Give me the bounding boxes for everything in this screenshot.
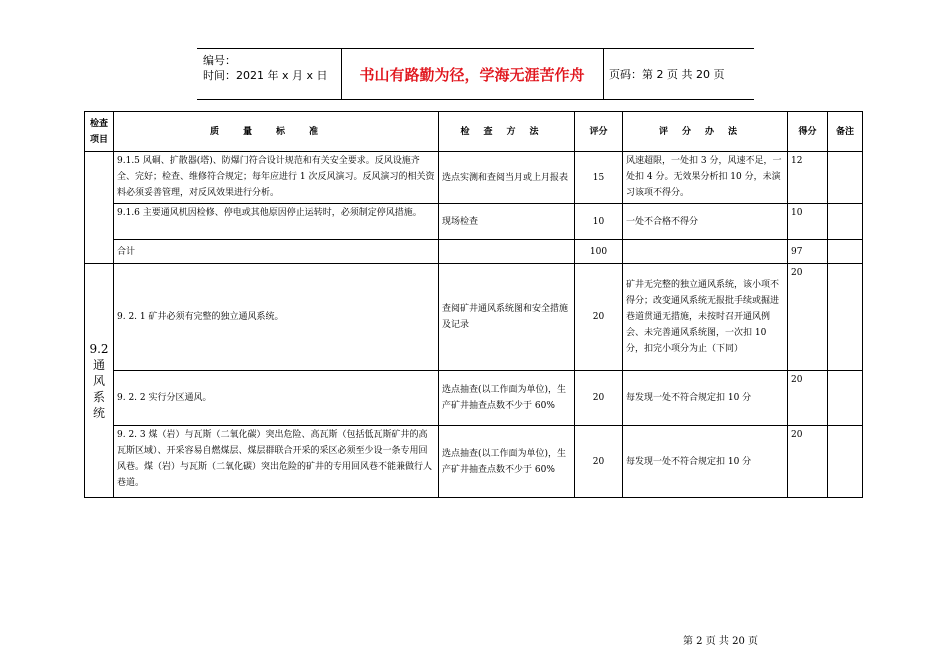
scoring-method-cell: 每发现一处不符合规定扣 10 分	[623, 371, 788, 426]
method-cell: 查阅矿井通风系统图和安全措施及记录	[439, 264, 575, 371]
header-standard: 质量标准	[114, 112, 439, 152]
standard-cell: 9. 2. 1 矿井必须有完整的独立通风系统。	[114, 264, 439, 371]
got-cell: 97	[788, 240, 828, 264]
page-label: 页码：第 2 页 共 20 页	[609, 68, 725, 81]
note-cell	[828, 371, 863, 426]
page-footer: 第 2 页 共 20 页	[683, 636, 758, 647]
table-row	[85, 371, 863, 426]
header-note: 备注	[828, 112, 863, 152]
scoring-method-cell	[623, 240, 788, 264]
standard-cell: 9.1.6 主要通风机因检修、停电或其他原因停止运转时，必须制定停风措施。	[114, 204, 439, 240]
scoring-method-cell: 矿井无完整的独立通风系统，该小项不得分；改变通风系统无报批手续或掘进巷道贯通无措施，未按时召开通风例会、未完善通风系统图，一次扣 10 分，扣完小项分为止（下同）	[623, 264, 788, 371]
header-meta	[203, 53, 328, 83]
table-row	[85, 426, 863, 498]
header-scoring-method: 评分办法	[623, 112, 788, 152]
header-method: 检查方法	[439, 112, 575, 152]
method-cell: 选点抽查(以工作面为单位)，生产矿井抽查点数不少于 60%	[439, 426, 575, 498]
total-label: 合计	[114, 240, 439, 264]
score-cell: 15	[575, 152, 623, 204]
standard-cell: 9. 2. 2 实行分区通风。	[114, 371, 439, 426]
motto: 书山有路勤为径，学海无涯苦作舟	[359, 65, 585, 84]
inspection-table	[84, 111, 863, 498]
number-label: 编号：	[203, 54, 236, 67]
category-ventilation-system: 9.2 通 风 系 统	[85, 264, 114, 498]
score-cell: 20	[575, 371, 623, 426]
table-row	[85, 152, 863, 204]
method-cell: 选点实测和查阅当月或上月报表	[439, 152, 575, 204]
scoring-method-cell: 一处不合格不得分	[623, 204, 788, 240]
scoring-method-cell: 风速超限，一处扣 3 分，风速不足，一处扣 4 分。无效果分析扣 10 分，未演习该项不得分。	[623, 152, 788, 204]
score-cell: 20	[575, 426, 623, 498]
table-row	[85, 264, 863, 371]
got-cell: 20	[788, 371, 828, 426]
table-header-row	[85, 112, 863, 152]
got-cell: 20	[788, 426, 828, 498]
got-cell: 20	[788, 264, 828, 371]
method-cell	[439, 240, 575, 264]
header-got: 得分	[788, 112, 828, 152]
note-cell	[828, 426, 863, 498]
method-cell: 现场检查	[439, 204, 575, 240]
method-cell: 选点抽查(以工作面为单位)，生产矿井抽查点数不少于 60%	[439, 371, 575, 426]
got-cell: 12	[788, 152, 828, 204]
header-score: 评分	[575, 112, 623, 152]
category-cell	[85, 152, 114, 264]
got-cell: 10	[788, 204, 828, 240]
header-divider	[603, 49, 604, 99]
score-cell: 100	[575, 240, 623, 264]
score-cell: 20	[575, 264, 623, 371]
table-row	[85, 204, 863, 240]
standard-cell: 9. 2. 3 煤（岩）与瓦斯（二氧化碳）突出危险、高瓦斯（包括低瓦斯矿井的高瓦斯区域）、开采容易自燃煤层、煤层群联合开采的采区必须至少设一条专用回风巷。煤（岩）与瓦斯（二氧化碳）突出危险的矿井的专用回风巷不能兼做行人巷道。	[114, 426, 439, 498]
note-cell	[828, 204, 863, 240]
note-cell	[828, 264, 863, 371]
standard-cell: 9.1.5 风硐、扩散器(塔)、防爆门符合设计规范和有关安全要求。反风设施齐全、完好；检查、维修符合规定；每年应进行 1 次反风演习。反风演习的相关资料必须妥善管理，对反风效果进行分析。	[114, 152, 439, 204]
note-cell	[828, 240, 863, 264]
total-row	[85, 240, 863, 264]
score-cell: 10	[575, 204, 623, 240]
page-header	[197, 48, 754, 100]
header-item: 检查项目	[85, 112, 114, 152]
time-label: 时间：2021 年 x 月 x 日	[203, 69, 328, 82]
note-cell	[828, 152, 863, 204]
scoring-method-cell: 每发现一处不符合规定扣 10 分	[623, 426, 788, 498]
